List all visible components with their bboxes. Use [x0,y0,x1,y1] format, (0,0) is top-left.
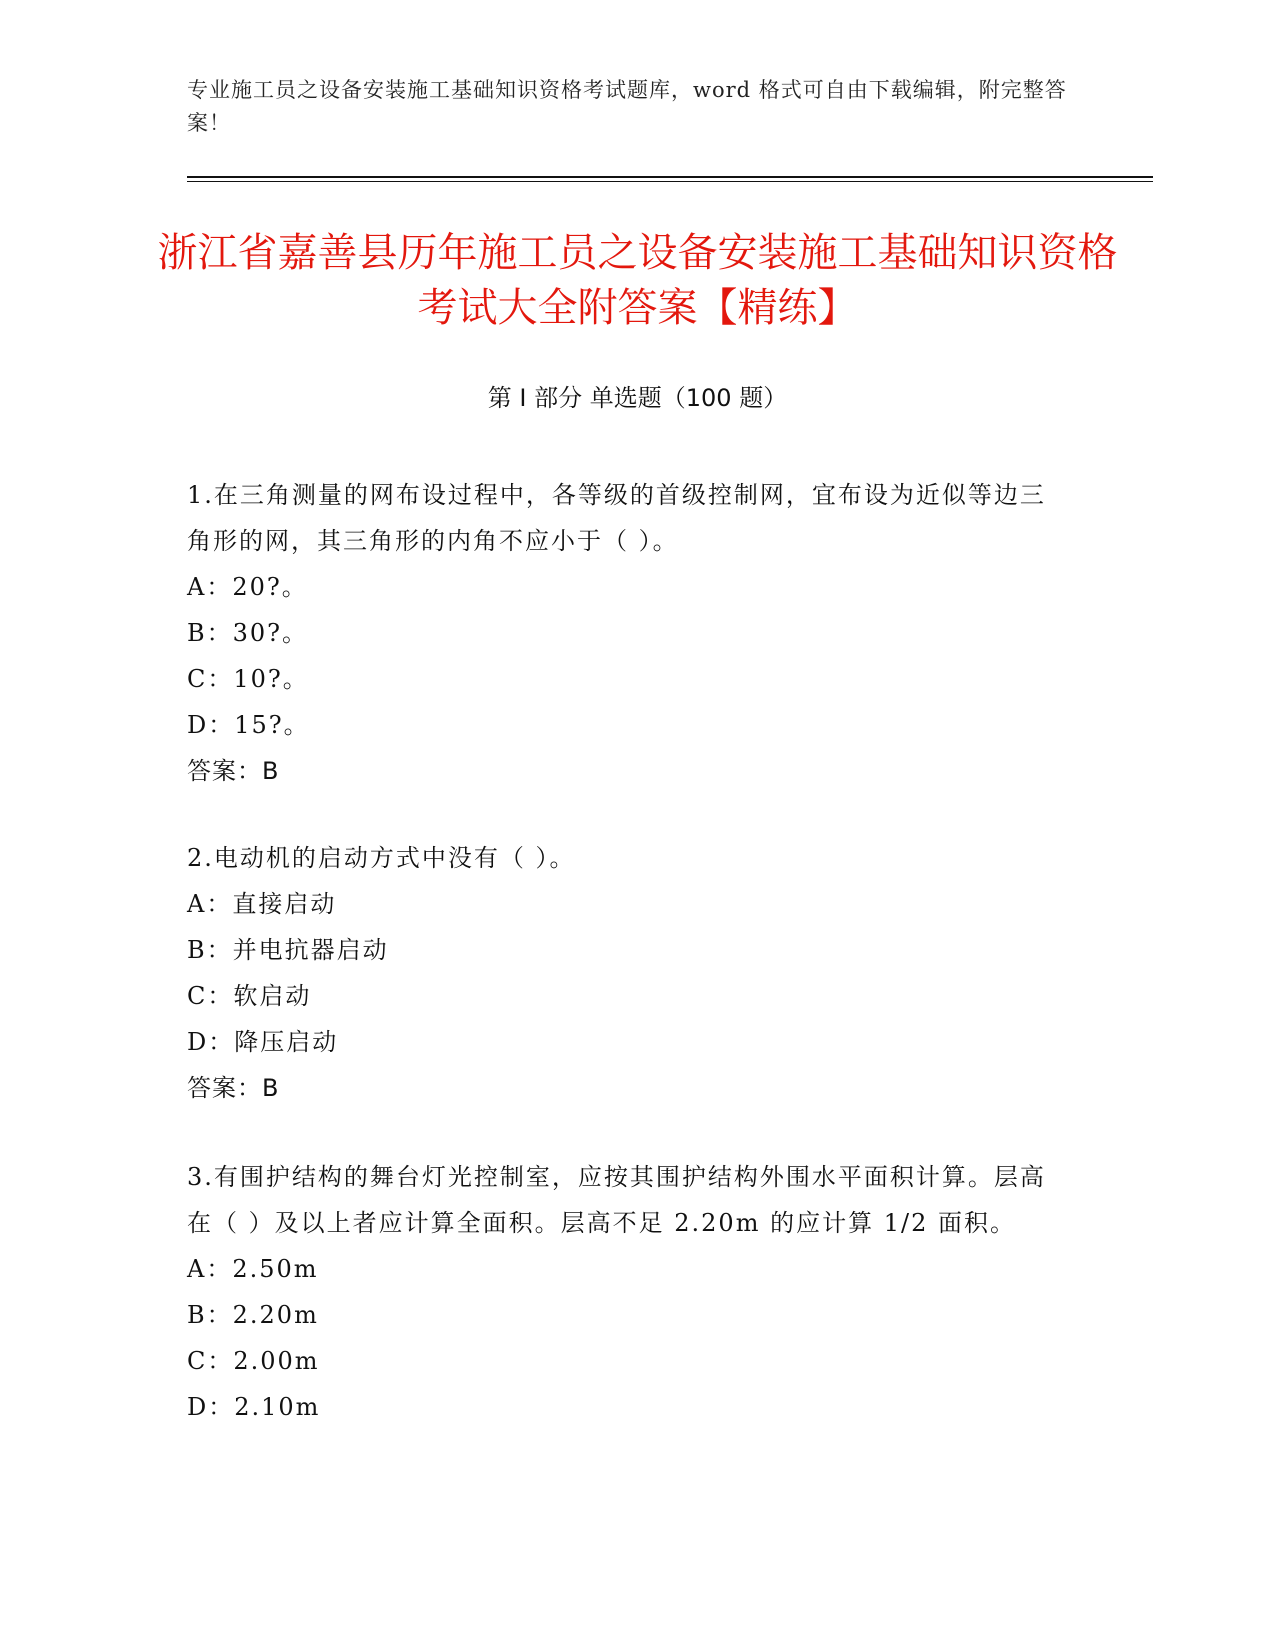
option-b: B：并电抗器启动 [187,936,389,964]
option-c: C：10?。 [187,665,309,693]
header-divider-thin [187,181,1153,182]
option-c: C：软启动 [187,982,312,1010]
header-divider-thick [187,176,1153,178]
question-2 [187,835,1067,1111]
question-1 [187,472,1067,794]
question-stem: 2.电动机的启动方式中没有（ ）。 [187,844,576,872]
option-d: D：2.10m [187,1393,321,1421]
option-a: A：直接启动 [187,890,337,918]
option-d: D：15?。 [187,711,310,739]
question-stem: 3.有围护结构的舞台灯光控制室，应按其围护结构外围水平面积计算。层高在（ ）及以上者应计算全面积。层高不足 2.20m 的应计算 1/2 面积。 [187,1163,1046,1237]
answer: 答案：B [187,757,280,785]
section-heading: 第 I 部分 单选题（100 题） [487,384,788,412]
question-3 [187,1154,1067,1430]
option-b: B：2.20m [187,1301,319,1329]
question-stem: 1.在三角测量的网布设过程中，各等级的首级控制网，宜布设为近似等边三角形的网，其三角形的内角不应小于（ ）。 [187,481,1046,555]
document-title: 浙江省嘉善县历年施工员之设备安装施工基础知识资格考试大全附答案【精练】 [157,230,1118,331]
answer: 答案：B [187,1074,280,1102]
header-note: 专业施工员之设备安装施工基础知识资格考试题库，word 格式可自由下载编辑，附完整答案！ [187,78,1067,135]
option-d: D：降压启动 [187,1028,339,1056]
option-b: B：30?。 [187,619,309,647]
option-a: A：20?。 [187,573,308,601]
option-c: C：2.00m [187,1347,320,1375]
option-a: A：2.50m [187,1255,319,1283]
